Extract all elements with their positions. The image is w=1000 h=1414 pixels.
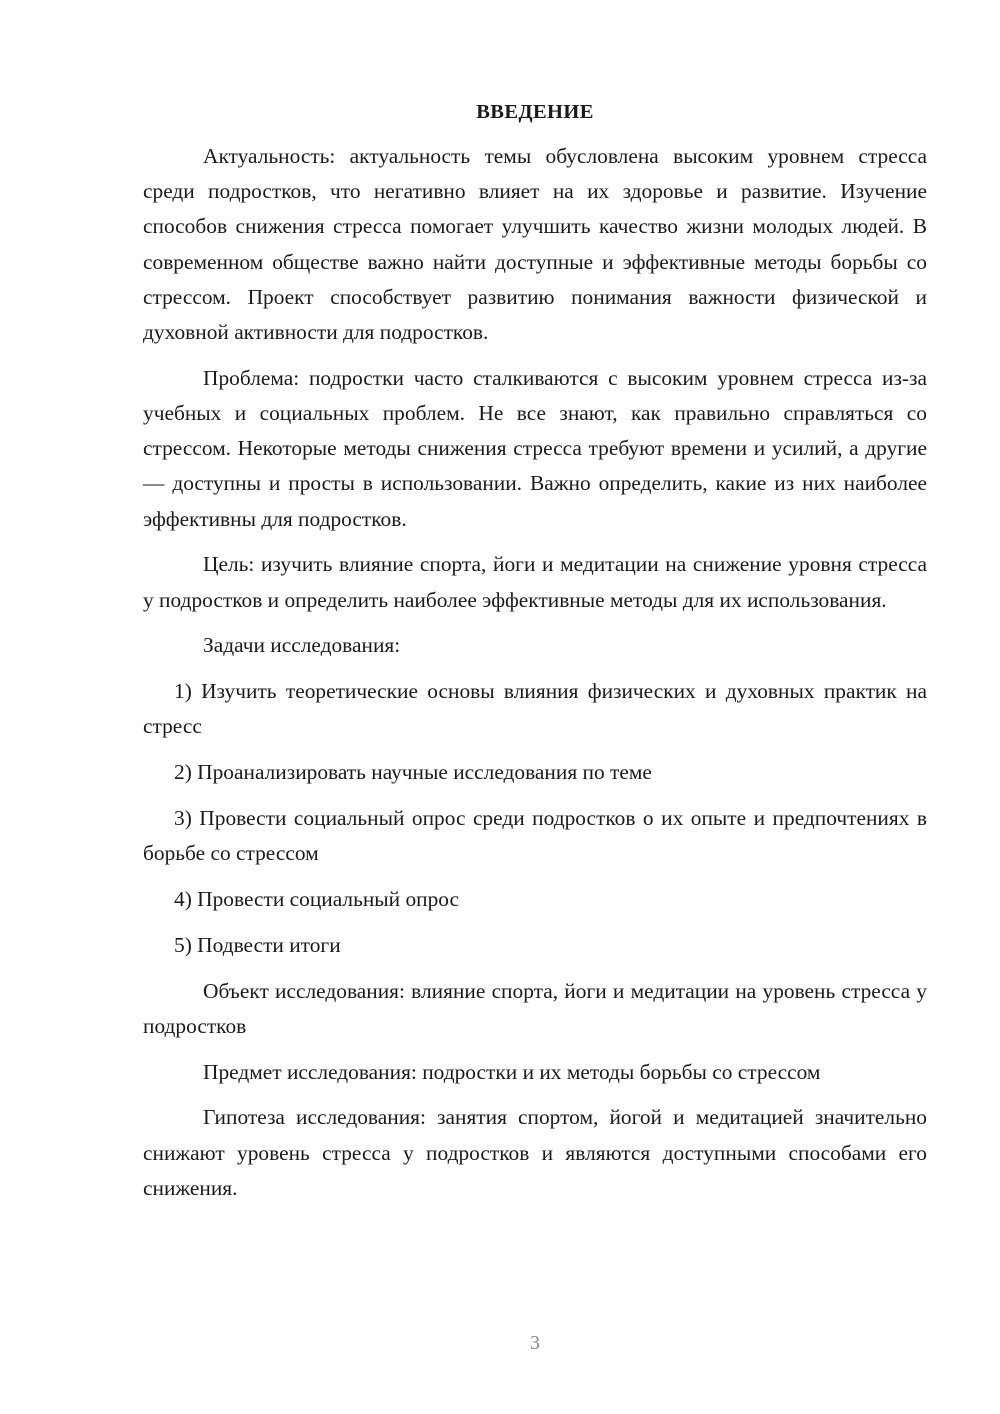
task-item-4: 4) Провести социальный опрос: [174, 887, 460, 912]
document-body: [143, 96, 927, 1206]
task-item-5: 5) Подвести итоги: [174, 932, 341, 957]
hypothesis-paragraph: Гипотеза исследования: занятия спортом, йогой и медитацией значительно снижают уровень стресса у подростков и являются доступными способами его снижения.: [143, 1105, 927, 1200]
subject-paragraph: Предмет исследования: подростки и их методы борьбы со стрессом: [203, 1059, 821, 1084]
task-item-3: 3) Провести социальный опрос среди подростков о их опыте и предпочтениях в борьбе со стрессом: [143, 806, 927, 866]
task-item-2: 2) Проанализировать научные исследования по теме: [174, 760, 652, 785]
relevance-paragraph: Актуальность: актуальность темы обусловлена высоким уровнем стресса среди подростков, что негативно влияет на их здоровье и развитие. Изучение способов снижения стресса помогает улучшить качество жизни молодых людей. В современном обществе важно найти доступные и эффективные методы борьбы со стрессом. Проект способствует развитию понимания важности физической и духовной активности для подростков.: [143, 144, 927, 345]
page-title: ВВЕДЕНИЕ: [476, 101, 594, 123]
page-number: 3: [530, 1332, 540, 1354]
object-paragraph: Объект исследования: влияние спорта, йоги и медитации на уровень стресса у подростков: [143, 978, 927, 1038]
task-item-1: 1) Изучить теоретические основы влияния физических и духовных практик на стресс: [143, 679, 927, 739]
goal-paragraph: Цель: изучить влияние спорта, йоги и медитации на снижение уровня стресса у подростков и определить наиболее эффективные методы для их использования.: [143, 552, 927, 612]
problem-paragraph: Проблема: подростки часто сталкиваются с высоким уровнем стресса из-за учебных и социальных проблем. Не все знают, как правильно справляться со стрессом. Некоторые методы снижения стресса требуют времени и усилий, а другие — доступны и просты в использовании. Важно определить, какие из них наиболее эффективны для подростков.: [143, 365, 927, 531]
tasks-title: Задачи исследования:: [203, 633, 401, 658]
